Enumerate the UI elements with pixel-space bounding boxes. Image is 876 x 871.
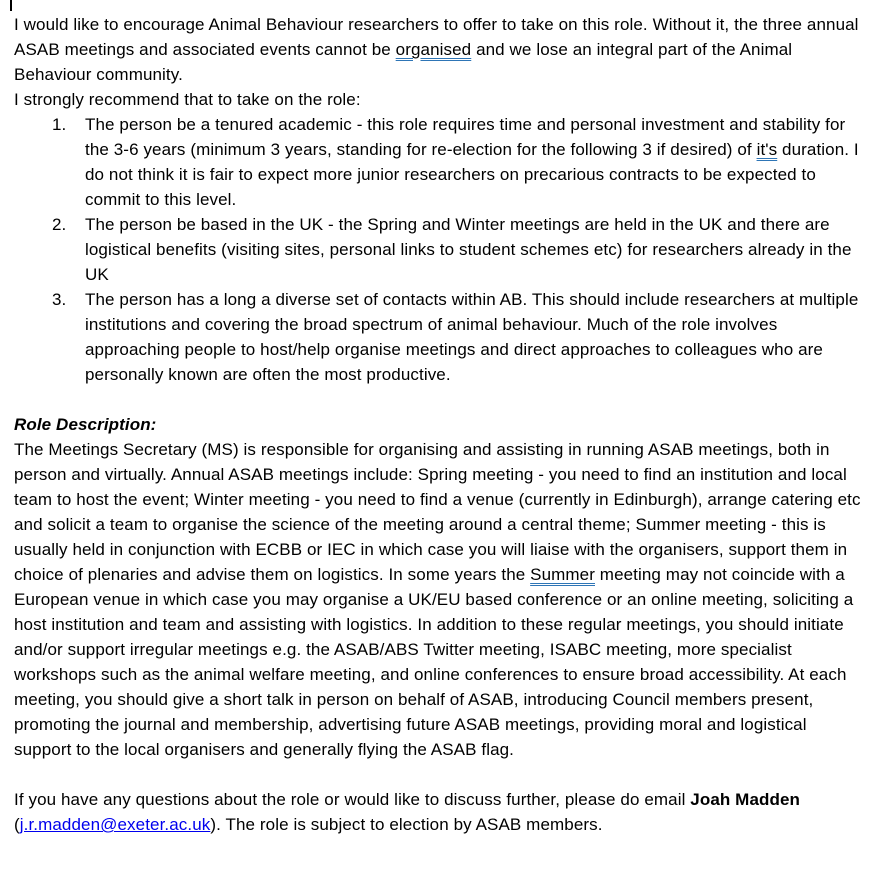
paragraph [14, 787, 862, 837]
text-run: If you have any questions about the role or would like to discuss further, please do email [14, 790, 691, 809]
paragraph [14, 12, 862, 87]
text-run-bolditalic: Role Description: [14, 415, 157, 434]
list-number: 1. [52, 115, 67, 134]
list-item-text [85, 287, 862, 387]
text-run: The Meetings Secretary (MS) is responsible for organising and assisting in running ASAB meetings, both in person and virtually. Annual ASAB meetings include: Spring meeting - you need to find an institution and local team to host the event; Winter meeting - you need to find a venue (currently in Edinburgh), arrange catering etc and solicit a team to organise the science of the meeting around a central theme; Summer meeting - this is usually held in conjunction with ECBB or IEC in which case you will liaise with the organisers, support them in choice of plenaries and advise them on logistics. In some years the [14, 440, 861, 584]
text-run-dblu: organised [395, 40, 472, 59]
paragraph [14, 412, 862, 437]
text-run-bold: Joah Madden [690, 790, 801, 809]
text-run: and we lose an integral part of the Animal Behaviour community. [14, 40, 793, 84]
text-run: The person has a long a diverse set of contacts within AB. This should include researchers at multiple institutions and covering the broad spectrum of animal behaviour. Much of the role involves approaching people to host/help organise meetings and direct approaches to colleagues who are personally known are often the most productive. [85, 290, 859, 384]
list-item [52, 287, 862, 387]
paragraph-spacer [14, 387, 862, 412]
text-run: duration. I do not think it is fair to expect more junior researchers on precarious contracts to be expected to commit to this level. [85, 140, 859, 209]
list-number: 2. [52, 215, 67, 234]
list-item-text [85, 212, 862, 287]
text-run: ). The role is subject to election by ASAB members. [210, 815, 603, 834]
paragraph-spacer [14, 762, 862, 787]
paragraph [14, 87, 862, 112]
text-run: The person be based in the UK - the Spring and Winter meetings are held in the UK and there are logistical benefits (visiting sites, personal links to student schemes etc) for researchers already in the UK [85, 215, 852, 284]
text-run: I strongly recommend that to take on the role: [14, 90, 361, 109]
text-cursor [10, 0, 12, 11]
list-item [52, 112, 862, 212]
text-run: ( [14, 815, 20, 834]
paragraph [14, 437, 862, 762]
list-number: 3. [52, 290, 67, 309]
text-run-dblu: it's [756, 140, 778, 159]
text-run-dblu: Summer [530, 565, 595, 584]
document-body [14, 12, 862, 837]
list-item-text [85, 112, 862, 212]
text-run: I would like to encourage Animal Behaviour researchers to offer to take on this role. Without it, the three annual ASAB meetings and associated events cannot be [14, 15, 859, 59]
list-item [52, 212, 862, 287]
text-run: meeting may not coincide with a European venue in which case you may organise a UK/EU based conference or an online meeting, soliciting a host institution and team and assisting with logistics. In addition to these regular meetings, you should initiate and/or support irregular meetings e.g. the ASAB/ABS Twitter meeting, ISABC meeting, more specialist workshops such as the animal welfare meeting, and online conferences to ensure broad accessibility. At each meeting, you should give a short talk in person on behalf of ASAB, introducing Council members present, promoting the journal and membership, advertising future ASAB meetings, providing moral and logistical support to the local organisers and generally flying the ASAB flag. [14, 565, 854, 759]
text-run: The person be a tenured academic - this role requires time and personal investment and stability for the 3-6 years (minimum 3 years, standing for re-election for the following 3 if desired) of [85, 115, 846, 159]
email-link[interactable]: j.r.madden@exeter.ac.uk [19, 815, 211, 834]
